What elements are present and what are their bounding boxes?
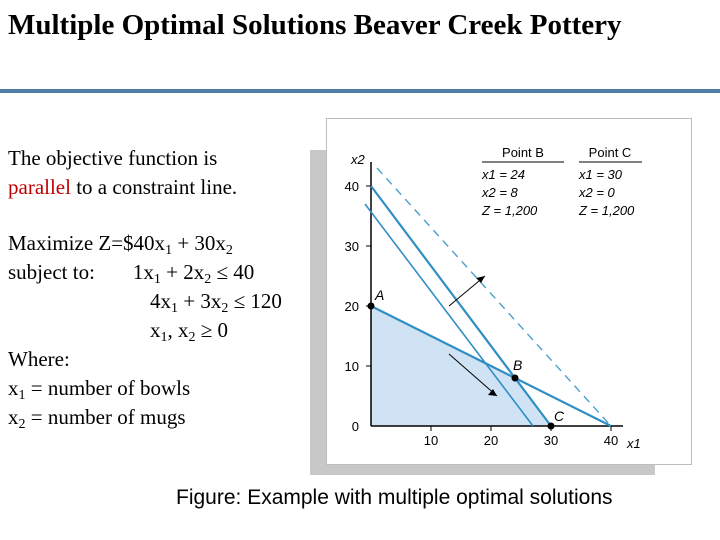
- intro-rest: to a constraint line.: [70, 175, 238, 199]
- y-tick-label: 40: [344, 179, 359, 194]
- sub-2: 2: [18, 417, 26, 432]
- y-tick-label: 30: [344, 239, 359, 254]
- sub-1: 1: [18, 388, 26, 403]
- c1-rhs: ≤ 40: [211, 260, 255, 284]
- c1-b: + 2x: [160, 260, 205, 284]
- sub-2: 2: [204, 272, 212, 287]
- figure-caption: Figure: Example with multiple optimal solutions: [176, 486, 613, 509]
- sub-1: 1: [165, 243, 173, 258]
- c2-a: 4x: [150, 289, 171, 313]
- table-header-c: Point C: [588, 145, 632, 160]
- c2-b: + 3x: [178, 289, 222, 313]
- point-B: [512, 375, 519, 382]
- table-b-row: x2 = 8: [482, 185, 518, 200]
- point-A: [368, 303, 375, 310]
- table-header-b: Point B: [502, 145, 544, 160]
- x2-desc: = number of mugs: [25, 405, 186, 429]
- x-tick-label: 10: [423, 433, 439, 448]
- y-tick-label: 10: [344, 359, 359, 374]
- constraint-3: [8, 316, 328, 345]
- c3-a: x: [150, 318, 161, 342]
- sub-1: 1: [171, 301, 178, 316]
- where-label: Where:: [8, 347, 70, 371]
- subject-to-label: subject to:: [8, 260, 95, 284]
- sub-2: 2: [221, 301, 229, 316]
- x-tick-label: 20: [483, 433, 499, 448]
- table-c-row: x2 = 0: [579, 185, 615, 200]
- x-tick-label: 30: [543, 433, 559, 448]
- objective-prefix: Maximize Z=$40x: [8, 231, 166, 255]
- x1-desc: = number of bowls: [25, 376, 191, 400]
- constraint-1: [8, 258, 328, 287]
- parallel-highlight: parallel: [8, 175, 71, 199]
- c3-b: , x: [167, 318, 189, 342]
- table-c-row: Z = 1,200: [579, 203, 635, 218]
- table-c-row: x1 = 30: [579, 167, 623, 182]
- lp-graph: [327, 119, 691, 464]
- c3-rhs: ≥ 0: [195, 318, 229, 342]
- intro-line-1: The objective function is: [8, 146, 218, 170]
- sub-2: 2: [188, 330, 196, 345]
- point-label-A: A: [375, 287, 385, 303]
- sub-2: 2: [225, 243, 233, 258]
- y-axis-label: x2: [351, 152, 365, 167]
- point-label-C: C: [554, 408, 565, 424]
- sub-1: 1: [160, 330, 168, 345]
- title-divider: [0, 89, 720, 93]
- c2-rhs: ≤ 120: [228, 289, 282, 313]
- x-tick-label: 40: [603, 433, 619, 448]
- objective-mid: + 30x: [172, 231, 226, 255]
- table-b-row: Z = 1,200: [482, 203, 538, 218]
- y-tick-label: 0: [351, 419, 359, 434]
- c1-a: 1x: [132, 260, 154, 284]
- x2-var: x: [8, 405, 19, 429]
- table-b-row: x1 = 24: [482, 167, 526, 182]
- where-x2: [8, 403, 328, 432]
- intro-line-2: [8, 173, 328, 202]
- y-tick-label: 20: [344, 299, 359, 314]
- feasible-region: [371, 306, 551, 426]
- objective-line: [8, 229, 328, 258]
- point-label-B: B: [513, 357, 523, 373]
- slide-title: Multiple Optimal Solutions Beaver Creek Pottery: [8, 9, 622, 41]
- constraint-2: [8, 287, 328, 316]
- where-x1: [8, 374, 328, 403]
- x1-var: x: [8, 376, 19, 400]
- figure-panel: [326, 118, 692, 465]
- x-axis-label: x1: [627, 436, 641, 451]
- text-block: [8, 144, 328, 432]
- sub-1: 1: [153, 272, 161, 287]
